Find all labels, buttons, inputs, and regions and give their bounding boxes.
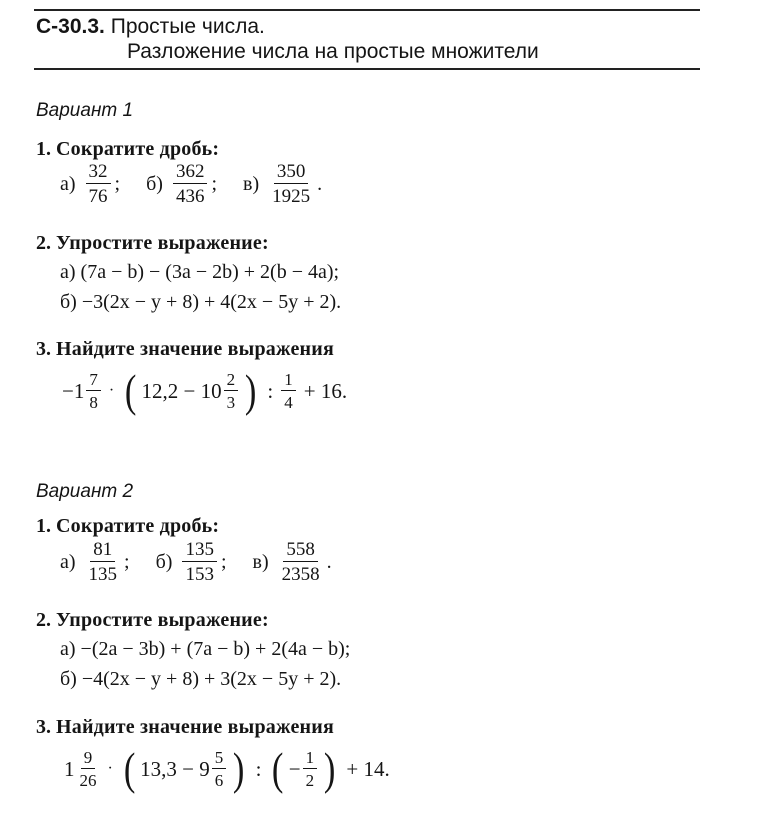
item-label: в): [243, 172, 260, 195]
task-number: 3.: [36, 716, 51, 738]
v1-task3-heading: [36, 338, 334, 361]
header-top-rule: [34, 9, 700, 11]
task-number: 2.: [36, 609, 51, 631]
item-label: б): [155, 550, 173, 573]
variant-2-heading: Вариант 2: [36, 481, 134, 502]
fraction: $\frac{2}{3}$: [224, 371, 239, 411]
task-text: Упростите выражение:: [56, 609, 269, 631]
fraction: $\frac{135}{153}$: [182, 540, 217, 584]
fraction: $\frac{1}{2}$: [303, 749, 318, 789]
section-title: Простые числа.: [110, 15, 265, 38]
fraction: $\frac{5}{6}$: [212, 749, 227, 789]
fraction: $\frac{1}{4}$: [281, 371, 296, 411]
v1-task2-item-a: а) (7a − b) − (3a − 2b) + 2(b − 4a);: [60, 261, 340, 283]
fraction: $\frac{7}{8}$: [86, 371, 101, 411]
v2-task1-heading: [36, 515, 219, 538]
task-number: 1.: [36, 515, 51, 537]
item-label: а): [60, 172, 76, 195]
task-text: Сократите дробь:: [56, 138, 220, 160]
v2-task2-item-b: б) −4(2x − y + 8) + 3(2x − 5y + 2).: [60, 668, 342, 690]
v1-task1-fractions: а) $\frac{32}{76}$ ; б) $\frac{362}{436}$ ; в) $\frac{350}{1925}$ .: [60, 161, 323, 207]
task-number: 1.: [36, 138, 51, 160]
v2-task2-item-a: а) −(2a − 3b) + (7a − b) + 2(4a − b);: [60, 638, 351, 660]
fraction: $\frac{362}{436}$: [173, 162, 208, 206]
header-title-line: [36, 15, 265, 39]
item-label: а): [60, 550, 76, 573]
header-bottom-rule: [34, 68, 700, 70]
task-text: Найдите значение выражения: [56, 716, 334, 738]
fraction: $\frac{81}{135}$: [88, 539, 118, 585]
v1-task2-heading: [36, 232, 269, 255]
task-number: 2.: [36, 232, 51, 254]
v2-task2-heading: [36, 609, 269, 632]
section-subtitle: Разложение числа на простые множители: [127, 40, 539, 63]
fraction: $\frac{350}{1925}$: [272, 161, 311, 207]
v2-task3-expression: 1 $\frac{9}{26}$ · ( 13,3 − 9 $\frac{5}{6}$ ) : ( − $\frac{1}{2}$ ) + 14.: [64, 743, 390, 794]
v1-task3-expression: −1 $\frac{7}{8}$ · ( 12,2 − 10 $\frac{2}{3}$ ) : $\frac{1}{4}$ + 16.: [62, 365, 348, 416]
task-text: Найдите значение выражения: [56, 338, 334, 360]
fraction: $\frac{9}{26}$: [79, 748, 97, 790]
v2-task3-heading: [36, 716, 334, 739]
task-text: Упростите выражение:: [56, 232, 269, 254]
item-label: б): [146, 172, 163, 195]
variant-1-heading: Вариант 1: [36, 100, 134, 121]
section-code: С-30.3.: [36, 15, 105, 38]
item-label: в): [252, 550, 269, 573]
task-text: Сократите дробь:: [56, 515, 220, 537]
v1-task1-heading: [36, 138, 219, 161]
v1-task2-item-b: б) −3(2x − y + 8) + 4(2x − 5y + 2).: [60, 291, 342, 313]
v2-task1-fractions: а) $\frac{81}{135}$ ; б) $\frac{135}{153}$ ; в) $\frac{558}{2358}$ .: [60, 539, 332, 585]
task-number: 3.: [36, 338, 51, 360]
fraction: $\frac{558}{2358}$: [281, 539, 320, 585]
fraction: $\frac{32}{76}$: [86, 162, 111, 206]
